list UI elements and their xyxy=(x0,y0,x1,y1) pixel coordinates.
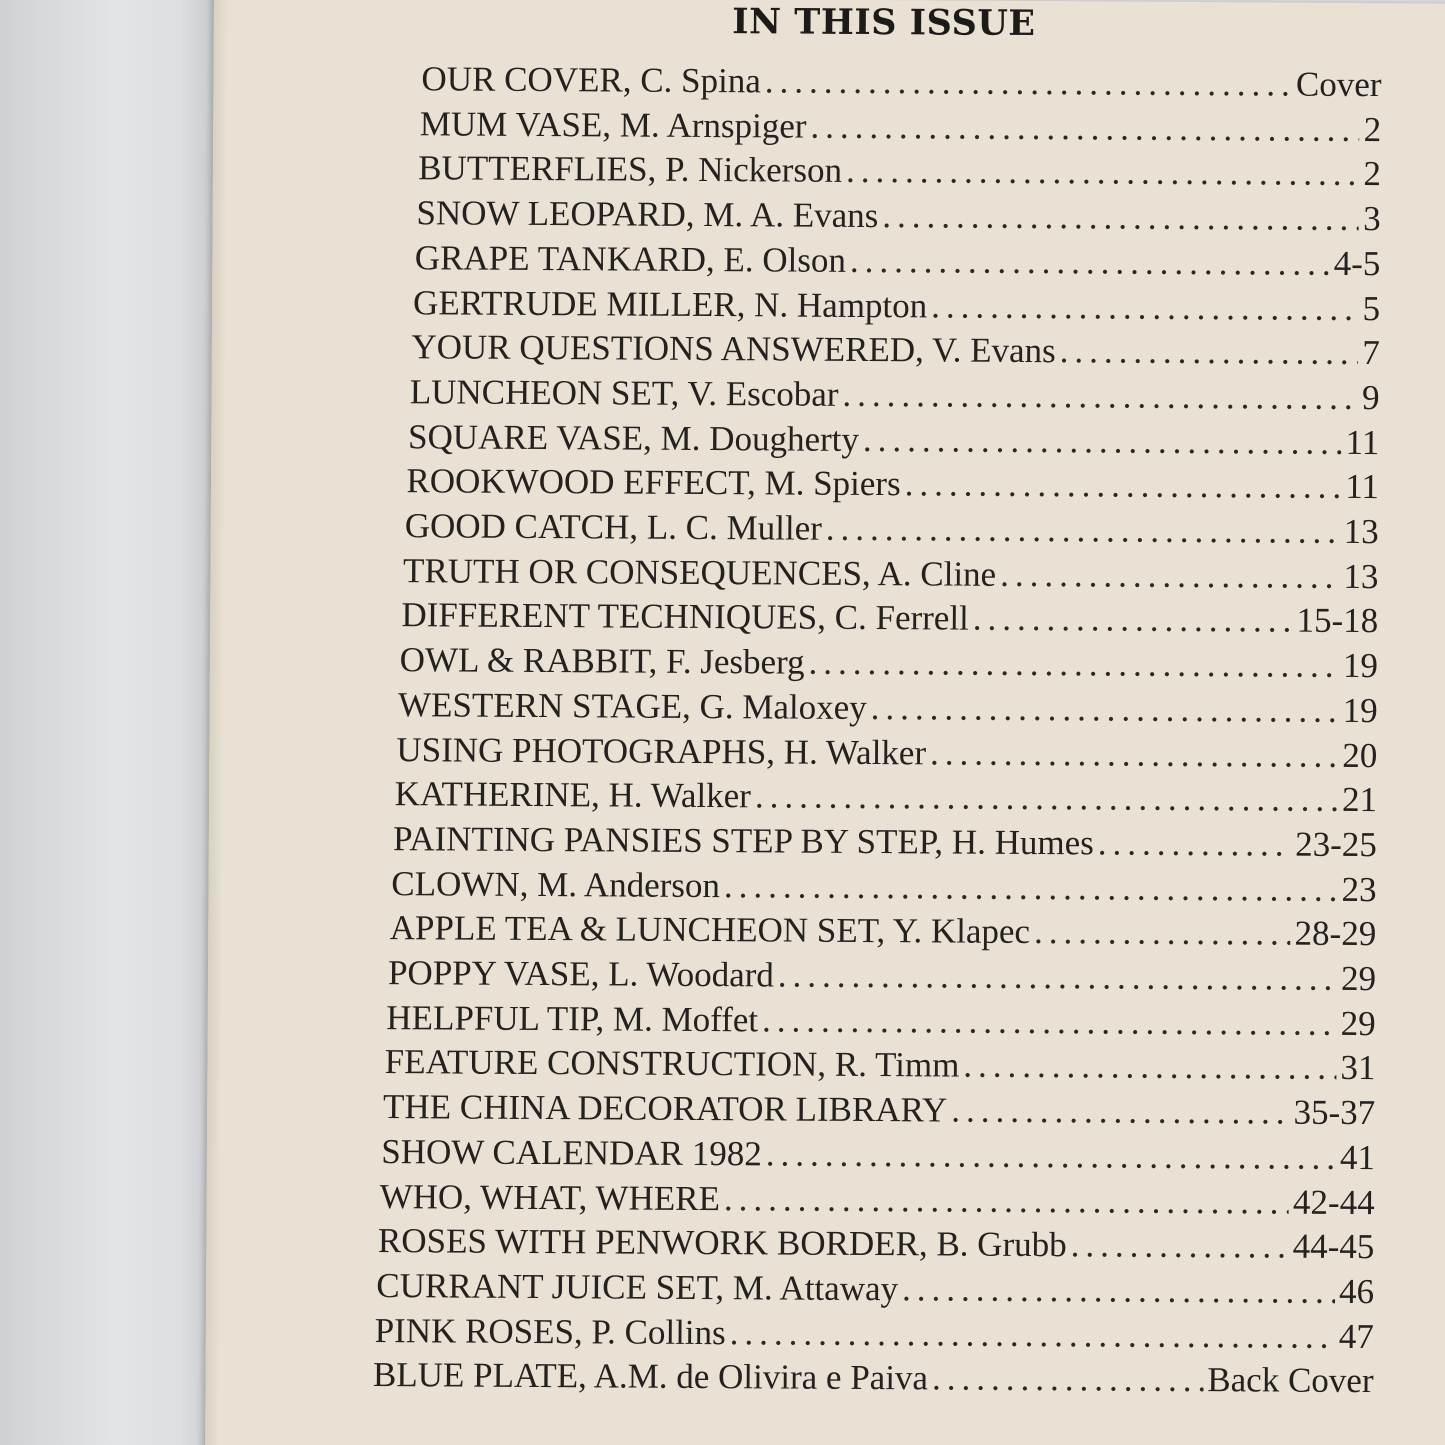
toc-leader-dots xyxy=(1034,912,1291,954)
toc-entry-title: YOUR QUESTIONS ANSWERED, V. Evans xyxy=(411,327,1056,371)
toc-leader-dots xyxy=(724,1179,1289,1222)
toc-leader-dots xyxy=(882,196,1359,239)
toc-entry-title: FEATURE CONSTRUCTION, R. Timm xyxy=(384,1042,960,1085)
toc-entry-page: 13 xyxy=(1343,556,1379,596)
toc-leader-dots xyxy=(1098,823,1292,864)
toc-entry-title: WHO, WHAT, WHERE xyxy=(379,1176,721,1218)
table-of-contents xyxy=(205,0,1445,1445)
toc-leader-dots xyxy=(871,688,1339,731)
toc-entry-page: 3 xyxy=(1363,199,1381,239)
toc-leader-dots xyxy=(1060,331,1359,373)
toc-entry xyxy=(378,1221,1375,1267)
toc-entry-page: 5 xyxy=(1362,288,1381,328)
toc-entry-title: LUNCHEON SET, V. Escobar xyxy=(409,372,839,414)
toc-entry-page: 21 xyxy=(1341,780,1378,820)
toc-leader-dots xyxy=(1071,1225,1289,1266)
toc-entry-page: 47 xyxy=(1338,1316,1374,1356)
toc-entry-page: 41 xyxy=(1339,1137,1376,1177)
toc-entry-page: Back Cover xyxy=(1207,1360,1374,1401)
toc-entry-title: GOOD CATCH, L. C. Muller xyxy=(404,506,822,548)
toc-entry-title: WESTERN STAGE, G. Maloxey xyxy=(397,684,867,727)
toc-entry xyxy=(408,417,1379,463)
toc-entry-page: 28-29 xyxy=(1294,913,1377,954)
toc-entry xyxy=(403,551,1379,597)
magazine-page xyxy=(205,0,1445,1445)
toc-leader-dots xyxy=(932,1359,1204,1401)
toc-leader-dots xyxy=(931,286,1359,329)
toc-entry-page: 19 xyxy=(1342,690,1378,730)
toc-entry xyxy=(393,819,1377,865)
toc-entry xyxy=(376,1266,1374,1312)
toc-entry-title: TRUTH OR CONSEQUENCES, A. Cline xyxy=(402,550,997,594)
toc-entry-page: 2 xyxy=(1363,109,1382,149)
toc-leader-dots xyxy=(963,1046,1336,1088)
toc-entry-page: 29 xyxy=(1340,958,1377,999)
toc-leader-dots xyxy=(902,1269,1335,1312)
toc-entry-page: 20 xyxy=(1342,735,1378,775)
toc-leader-dots xyxy=(778,955,1337,998)
toc-entry xyxy=(416,193,1380,239)
toc-entry xyxy=(391,864,1376,910)
toc-leader-dots xyxy=(842,375,1358,418)
toc-entry xyxy=(380,1177,1375,1223)
toc-entry-title: POPPY VASE, L. Woodard xyxy=(387,953,774,995)
toc-entry-title: ROOKWOOD EFFECT, M. Spiers xyxy=(406,461,901,504)
toc-entry xyxy=(413,283,1380,329)
toc-entry xyxy=(396,730,1377,776)
toc-entry-title: CLOWN, M. Anderson xyxy=(391,863,721,905)
toc-leader-dots xyxy=(850,241,1330,284)
toc-entry xyxy=(398,685,1378,731)
toc-leader-dots xyxy=(808,643,1339,686)
toc-entry-title: SHOW CALENDAR 1982 xyxy=(381,1131,762,1174)
toc-leader-dots xyxy=(905,465,1342,508)
toc-entry xyxy=(385,1042,1376,1088)
toc-entry xyxy=(421,59,1381,105)
toc-leader-dots xyxy=(755,777,1338,821)
toc-entry-page: 31 xyxy=(1340,1048,1376,1088)
toc-entry-page: 4-5 xyxy=(1333,243,1381,283)
toc-entry xyxy=(406,461,1379,507)
toc-entry-title: BLUE PLATE, A.M. de Olivira e Paiva xyxy=(372,1355,929,1398)
toc-entry-title: BUTTERFLIES, P. Nickerson xyxy=(418,148,843,191)
toc-entry-title: ROSES WITH PENWORK BORDER, B. Grubb xyxy=(377,1221,1067,1265)
toc-entry xyxy=(395,774,1378,820)
toc-entry xyxy=(401,596,1378,642)
toc-entry xyxy=(405,506,1379,552)
toc-entry-title: CURRANT JUICE SET, M. Attaway xyxy=(376,1265,899,1309)
toc-entry-title: PAINTING PANSIES STEP BY STEP, H. Humes xyxy=(392,819,1094,863)
toc-entry-title: SQUARE VASE, M. Dougherty xyxy=(407,416,860,459)
toc-entry xyxy=(415,238,1381,284)
toc-entry-page: 35-37 xyxy=(1293,1092,1376,1133)
toc-entry-page: 29 xyxy=(1340,1003,1376,1043)
toc-leader-dots xyxy=(863,420,1342,463)
toc-entry-page: 46 xyxy=(1338,1271,1375,1312)
toc-leader-dots xyxy=(1000,555,1340,597)
toc-entry-page: 11 xyxy=(1345,422,1380,462)
toc-entry xyxy=(390,908,1377,954)
toc-entry xyxy=(375,1311,1374,1357)
toc-entry xyxy=(373,1355,1374,1401)
toc-leader-dots xyxy=(724,866,1338,910)
toc-leader-dots xyxy=(730,1313,1335,1357)
toc-entry xyxy=(383,1087,1375,1133)
toc-entry-page: 23 xyxy=(1341,869,1377,909)
toc-entry-title: DIFFERENT TECHNIQUES, C. Ferrell xyxy=(401,595,969,639)
toc-entry-title: KATHERINE, H. Walker xyxy=(394,774,752,816)
toc-entry xyxy=(418,149,1381,195)
toc-leader-dots xyxy=(762,1000,1337,1044)
toc-entry xyxy=(386,998,1376,1044)
toc-entry-title: APPLE TEA & LUNCHEON SET, Y. Klapec xyxy=(389,908,1031,952)
toc-entry-page: 15-18 xyxy=(1296,601,1379,641)
toc-entry xyxy=(400,640,1378,686)
toc-entry-page: 42-44 xyxy=(1292,1182,1375,1222)
toc-leader-dots xyxy=(766,1134,1336,1177)
toc-leader-dots xyxy=(951,1091,1290,1133)
toc-entry xyxy=(411,327,1380,373)
toc-entry xyxy=(410,372,1380,418)
toc-entry-title: USING PHOTOGRAPHS, H. Walker xyxy=(396,729,927,772)
toc-entry-title: THE CHINA DECORATOR LIBRARY xyxy=(382,1087,948,1130)
toc-entry-page: 9 xyxy=(1361,377,1380,418)
toc-entry xyxy=(381,1132,1375,1178)
toc-entry-title: GERTRUDE MILLER, N. Hampton xyxy=(413,282,928,325)
toc-entry-page: 23-25 xyxy=(1295,824,1377,865)
toc-entry-page: 2 xyxy=(1363,154,1382,194)
toc-entry-title: OUR COVER, C. Spina xyxy=(421,59,761,101)
toc-leader-dots xyxy=(810,106,1359,149)
toc-entry-page: Cover xyxy=(1295,64,1382,105)
toc-entry-page: 13 xyxy=(1343,511,1379,552)
toc-entry-page: 44-45 xyxy=(1292,1226,1375,1267)
toc-entry-title: MUM VASE, M. Arnspiger xyxy=(419,103,807,146)
toc-entry-title: SNOW LEOPARD, M. A. Evans xyxy=(416,193,879,236)
toc-entry-page: 19 xyxy=(1342,646,1379,686)
toc-leader-dots xyxy=(930,733,1339,775)
toc-leader-dots xyxy=(765,61,1292,104)
toc-entry-title: HELPFUL TIP, M. Moffet xyxy=(386,997,759,1040)
toc-leader-dots xyxy=(846,151,1360,194)
page-heading: IN THIS ISSUE xyxy=(732,1,1036,45)
toc-leader-dots xyxy=(826,509,1340,552)
toc-entry-title: PINK ROSES, P. Collins xyxy=(374,1310,726,1352)
toc-entry xyxy=(388,953,1376,999)
toc-entry xyxy=(420,104,1382,150)
toc-entry-page: 7 xyxy=(1362,333,1380,373)
toc-entry-title: OWL & RABBIT, F. Jesberg xyxy=(399,640,805,682)
toc-entry-page: 11 xyxy=(1345,467,1380,507)
toc-leader-dots xyxy=(973,599,1293,641)
toc-entry-title: GRAPE TANKARD, E. Olson xyxy=(414,238,847,280)
